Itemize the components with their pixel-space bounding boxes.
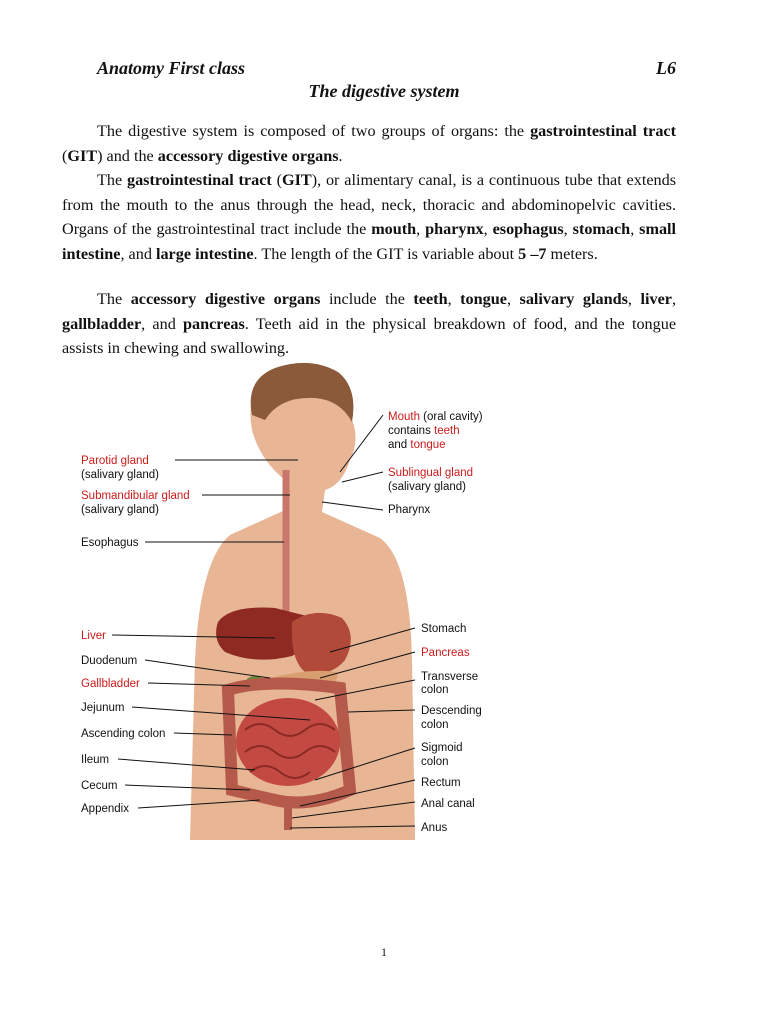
label-descending-colon-2: colon [421, 719, 449, 731]
course-title: Anatomy First class [97, 58, 246, 78]
label-esophagus: Esophagus [81, 537, 139, 549]
label-sigmoid-colon-2: colon [421, 756, 449, 768]
page-number: 1 [381, 945, 387, 959]
label-mouth-line2: contains teeth [388, 425, 460, 437]
label-ascending-colon: Ascending colon [81, 728, 166, 740]
page-title: The digestive system [308, 81, 460, 101]
label-anal-canal: Anal canal [421, 798, 475, 810]
label-pharynx: Pharynx [388, 504, 431, 516]
paragraph-git: The gastrointestinal tract (GIT), or alimentary canal, is a continuous tube that extends from the mouth to the anus through the head, neck, thoracic and abdominopelvic cavities. Organs of the gastrointestinal tract include the mouth, pharynx, esophagus, stomach, small intestine, and large intestine. The length of the GIT is variable about 5 –7 meters. [62, 171, 677, 263]
label-pancreas: Pancreas [421, 647, 470, 659]
label-mouth: Mouth (oral cavity) [388, 411, 483, 423]
human-torso-illustration [190, 363, 415, 840]
digestive-system-figure [60, 360, 520, 840]
lecture-number: L6 [656, 58, 676, 78]
paragraph-intro: The digestive system is composed of two groups of organs: the gastrointestinal tract (GIT) and the accessory digestive organs. [62, 122, 676, 165]
label-parotid-sub: (salivary gland) [81, 469, 159, 481]
paragraph-accessory: The accessory digestive organs include the teeth, tongue, salivary glands, liver, gallbladder, and pancreas. Teeth aid in the physical breakdown of food, and the tongue assists in chewing and swallowing. [62, 290, 677, 357]
label-submandibular-sub: (salivary gland) [81, 504, 159, 516]
label-appendix: Appendix [81, 803, 129, 815]
label-rectum: Rectum [421, 777, 461, 789]
label-duodenum: Duodenum [81, 655, 138, 667]
label-anus: Anus [421, 822, 448, 834]
label-submandibular-gland: Submandibular gland [81, 490, 190, 502]
label-transverse-colon: Transverse [421, 671, 479, 683]
label-descending-colon: Descending [421, 705, 482, 717]
label-ileum: Ileum [81, 754, 110, 766]
label-sublingual-sub: (salivary gland) [388, 481, 466, 493]
label-stomach: Stomach [421, 623, 467, 635]
label-parotid-gland: Parotid gland [81, 455, 149, 467]
label-cecum: Cecum [81, 780, 118, 792]
label-sublingual-gland: Sublingual gland [388, 467, 474, 479]
label-sigmoid-colon: Sigmoid [421, 742, 463, 754]
label-gallbladder: Gallbladder [81, 678, 140, 690]
label-jejunum: Jejunum [81, 702, 125, 714]
label-liver: Liver [81, 630, 106, 642]
label-mouth-line3: and tongue [388, 439, 446, 451]
label-transverse-colon-2: colon [421, 684, 449, 696]
